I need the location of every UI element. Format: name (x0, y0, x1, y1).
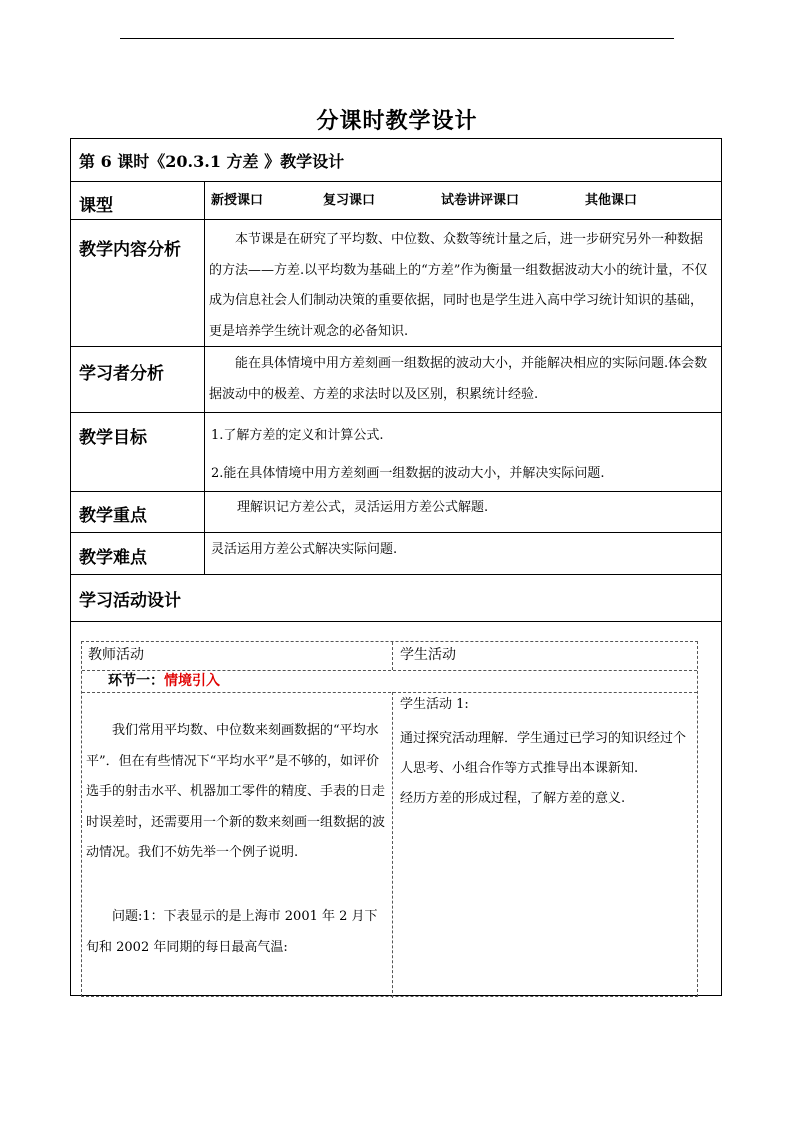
lesson-design-table (70, 138, 722, 996)
header-rule (120, 38, 674, 39)
option-exam-review-lesson: 试卷讲评课口 (441, 193, 520, 208)
student-activity-title: 学生活动 1: (400, 697, 469, 712)
column-divider (392, 692, 393, 998)
option-other-lesson: 其他课口 (585, 193, 638, 208)
content-analysis-label: 教学内容分析 (79, 240, 181, 260)
row-divider (71, 532, 721, 533)
course-type-label: 课型 (79, 196, 113, 216)
stage-name: 情境引入 (164, 673, 220, 689)
key-points-label: 教学重点 (79, 506, 147, 526)
row-divider (71, 412, 721, 413)
row-divider (71, 574, 721, 575)
row-divider (71, 491, 721, 492)
activity-table (81, 641, 698, 997)
student-activity-line: 通过探究活动理解．学生通过已学习的知识经过个人思考、小组合作等方式推导出本课新知. (400, 731, 687, 776)
teacher-activity-header: 教师活动 (88, 647, 144, 663)
learner-analysis-text: 能在具体情境中用方差刻画一组数据的波动大小，并能解决相应的实际问题.体会数据波动中的极差、方差的求法时以及区别，积累统计经验. (209, 356, 708, 402)
row-divider (71, 219, 721, 220)
row-divider (71, 181, 721, 182)
student-activity-line: 经历方差的形成过程，了解方差的意义. (400, 791, 626, 806)
difficulties-label: 教学难点 (79, 548, 147, 568)
objective-item: 2.能在具体情境中用方差刻画一组数据的波动大小，并解决实际问题. (211, 466, 605, 481)
option-new-lesson: 新授课口 (211, 193, 264, 208)
student-activity-header: 学生活动 (400, 647, 456, 663)
activity-design-label: 学习活动设计 (79, 591, 181, 611)
option-review-lesson: 复习课口 (323, 193, 376, 208)
key-points-text: 理解识记方差公式，灵活运用方差公式解题. (237, 500, 489, 515)
difficulties-text: 灵活运用方差公式解决实际问题. (211, 542, 398, 557)
teacher-question: 问题:1：下表显示的是上海市 2001 年 2 月下旬和 2002 年同期的每日最高气温: (86, 909, 378, 955)
teacher-intro-paragraph: 我们常用平均数、中位数来刻画数据的“平均水平”．但在有些情况下“平均水平”是不够的，如评价选手的射击水平、机器加工零件的精度、手表的日走时误差时，还需要用一个新的数来刻画一组数据的波动情况。我们不妨先举一个例子说明. (86, 723, 386, 860)
lesson-title: 第 6 课时《20.3.1 方差 》教学设计 (79, 152, 345, 171)
content-analysis-text: 本节课是在研究了平均数、中位数、众数等统计量之后，进一步研究另外一种数据的方法——方差.以平均数为基础上的“方差”作为衡量一组数据波动大小的统计量，不仅成为信息社会人们制动决策的重要依据，同时也是学生进入高中学习统计知识的基础，更是培养学生统计观念的必备知识. (209, 232, 708, 339)
learner-analysis-label: 学习者分析 (79, 364, 164, 384)
document-title: 分课时教学设计 (316, 108, 478, 134)
objectives-label: 教学目标 (79, 428, 147, 448)
objective-item: 1.了解方差的定义和计算公式. (211, 428, 384, 443)
stage-label (108, 666, 220, 696)
column-divider (204, 181, 205, 574)
row-divider (71, 621, 721, 622)
column-divider (392, 642, 393, 670)
stage-prefix: 环节一： (108, 673, 164, 689)
